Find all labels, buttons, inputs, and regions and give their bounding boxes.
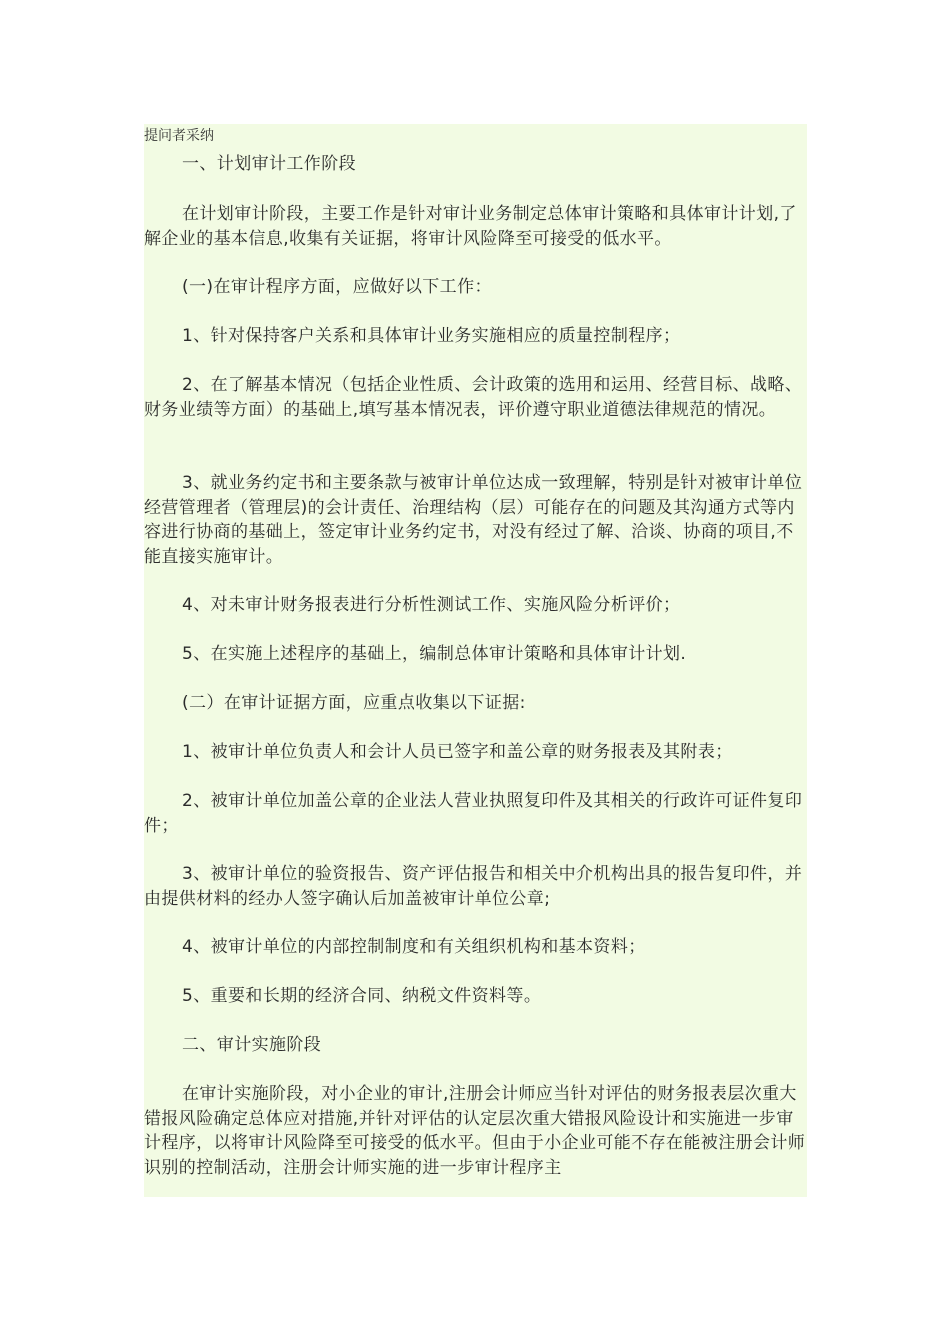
subheading-audit-procedures: (一)在审计程序方面，应做好以下工作： <box>182 277 492 297</box>
accepted-answer-label: 提问者采纳 <box>144 128 214 144</box>
list-item-evidence-5: 5、重要和长期的经济合同、纳税文件资料等。 <box>182 986 542 1006</box>
list-item-evidence-3: 3、被审计单位的验资报告、资产评估报告和相关中介机构出具的报告复印件，并由提供材料的经办人签字确认后加盖被审计单位公章; <box>144 864 803 909</box>
list-item-evidence-1: 1、被审计单位负责人和会计人员已签字和盖公章的财务报表及其附表； <box>182 742 733 762</box>
list-item-evidence-4: 4、被审计单位的内部控制制度和有关组织机构和基本资料； <box>182 937 646 957</box>
subheading-audit-evidence: (二）在审计证据方面，应重点收集以下证据: <box>182 693 526 713</box>
list-item-procedure-5: 5、在实施上述程序的基础上，编制总体审计策略和具体审计计划. <box>182 644 687 664</box>
list-item-procedure-3: 3、就业务约定书和主要条款与被审计单位达成一致理解，特别是针对被审计单位经营管理者（管理层)的会计责任、治理结构（层）可能存在的问题及其沟通方式等内容进行协商的基础上，签定审计业务约定书，对没有经过了解、洽谈、协商的项目,不能直接实施审计。 <box>144 473 803 567</box>
list-item-procedure-2: 2、在了解基本情况（包括企业性质、会计政策的选用和运用、经营目标、战略、财务业绩等方面）的基础上,填写基本情况表，评价遵守职业道德法律规范的情况。 <box>144 375 803 420</box>
answer-content-box <box>144 124 807 1197</box>
paragraph-implementation-intro: 在审计实施阶段，对小企业的审计,注册会计师应当针对评估的财务报表层次重大错报风险确定总体应对措施,并针对评估的认定层次重大错报风险设计和实施进一步审计程序，以将审计风险降至可接受的低水平。但由于小企业可能不存在能被注册会计师识别的控制活动，注册会计师实施的进一步审计程序主 <box>144 1084 806 1178</box>
list-item-procedure-1: 1、针对保持客户关系和具体审计业务实施相应的质量控制程序； <box>182 326 681 346</box>
list-item-procedure-4: 4、对未审计财务报表进行分析性测试工作、实施风险分析评价； <box>182 595 681 615</box>
section-heading-implementation: 二、审计实施阶段 <box>182 1035 322 1055</box>
list-item-evidence-2: 2、被审计单位加盖公章的企业法人营业执照复印件及其相关的行政许可证件复印件； <box>144 791 803 836</box>
paragraph-planning-intro: 在计划审计阶段，主要工作是针对审计业务制定总体审计策略和具体审计计划,了解企业的基本信息,收集有关证据，将审计风险降至可接受的低水平。 <box>144 204 797 249</box>
section-heading-planning: 一、计划审计工作阶段 <box>182 154 356 174</box>
